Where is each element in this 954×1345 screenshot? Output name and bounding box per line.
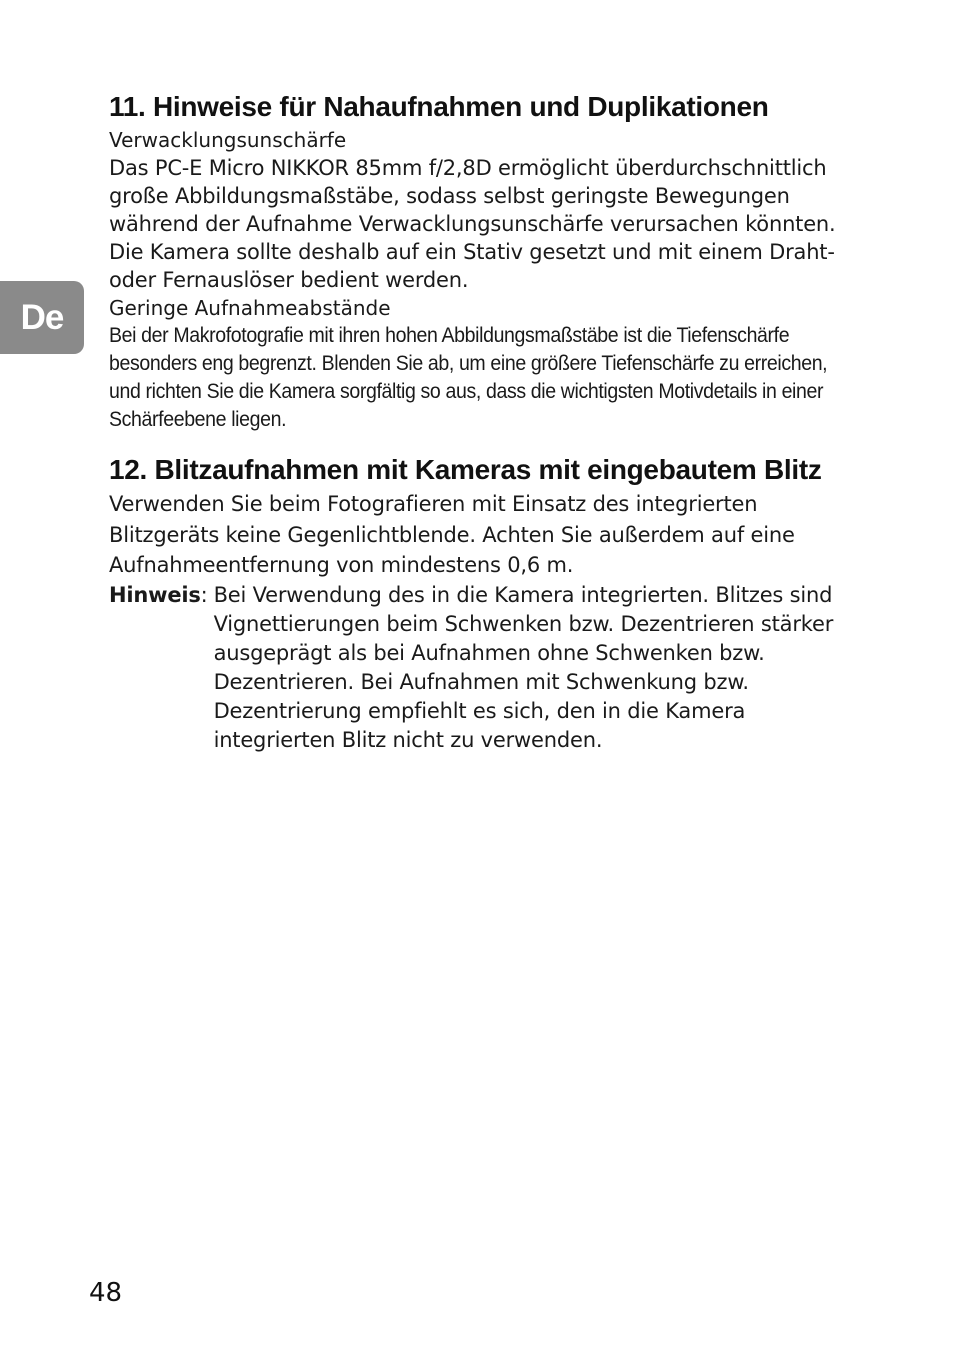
paragraph-short-distances: Bei der Makrofotografie mit ihren hohen Abbildungsmaßstäbe ist die Tiefenschärfe besonders eng begrenzt. Blenden Sie ab, um eine größere Tiefenschärfe zu erreichen, und richten Sie die Kamera sorgfältig so aus, dass die wichtigsten Motivdetails in einer Schärfeebene liegen. (109, 324, 828, 431)
subheading-camera-shake: Verwacklungsunschärfe (109, 128, 347, 152)
page-content (109, 88, 869, 755)
section-12-title: 12. Blitzaufnahmen mit Kameras mit eingebautem Blitz (109, 454, 822, 485)
note-text: Bei Verwendung des in die Kamera integrierten. Blitzes sind Vignettierungen beim Schwenken bzw. Dezentrieren stärker ausgeprägt als bei Aufnahmen ohne Schwenken bzw. Dezentrieren. Bei Aufnahmen mit Schwenkung bzw. Dezentrierung empfiehlt es sich, den in die Kamera integrierten Blitz nicht zu verwenden. (213, 582, 834, 752)
note-block (109, 581, 869, 755)
note-label: Hinweis (109, 582, 201, 607)
section-11 (109, 88, 869, 434)
paragraph-flash: Verwenden Sie beim Fotografieren mit Einsatz des integrierten Blitzgeräts keine Gegenlichtblende. Achten Sie außerdem auf eine Aufnahmeentfernung von mindestens 0,6 m. (109, 492, 795, 577)
language-tab: De (0, 281, 84, 354)
section-12 (109, 451, 869, 755)
paragraph-camera-shake: Das PC-E Micro NIKKOR 85mm f/2,8D ermöglicht überdurchschnittlich große Abbildungsmaßstäbe, sodass selbst geringste Bewegungen während der Aufnahme Verwacklungsunschärfe verursachen könnten. Die Kamera sollte deshalb auf ein Stativ gesetzt und mit einem Draht- oder Fernauslöser bedient werden. (109, 156, 836, 292)
section-11-title: 11. Hinweise für Nahaufnahmen und Duplikationen (109, 91, 769, 122)
note-colon: : (200, 582, 208, 607)
page-number: 48 (89, 1278, 123, 1308)
subheading-short-distances: Geringe Aufnahmeabstände (109, 296, 391, 320)
